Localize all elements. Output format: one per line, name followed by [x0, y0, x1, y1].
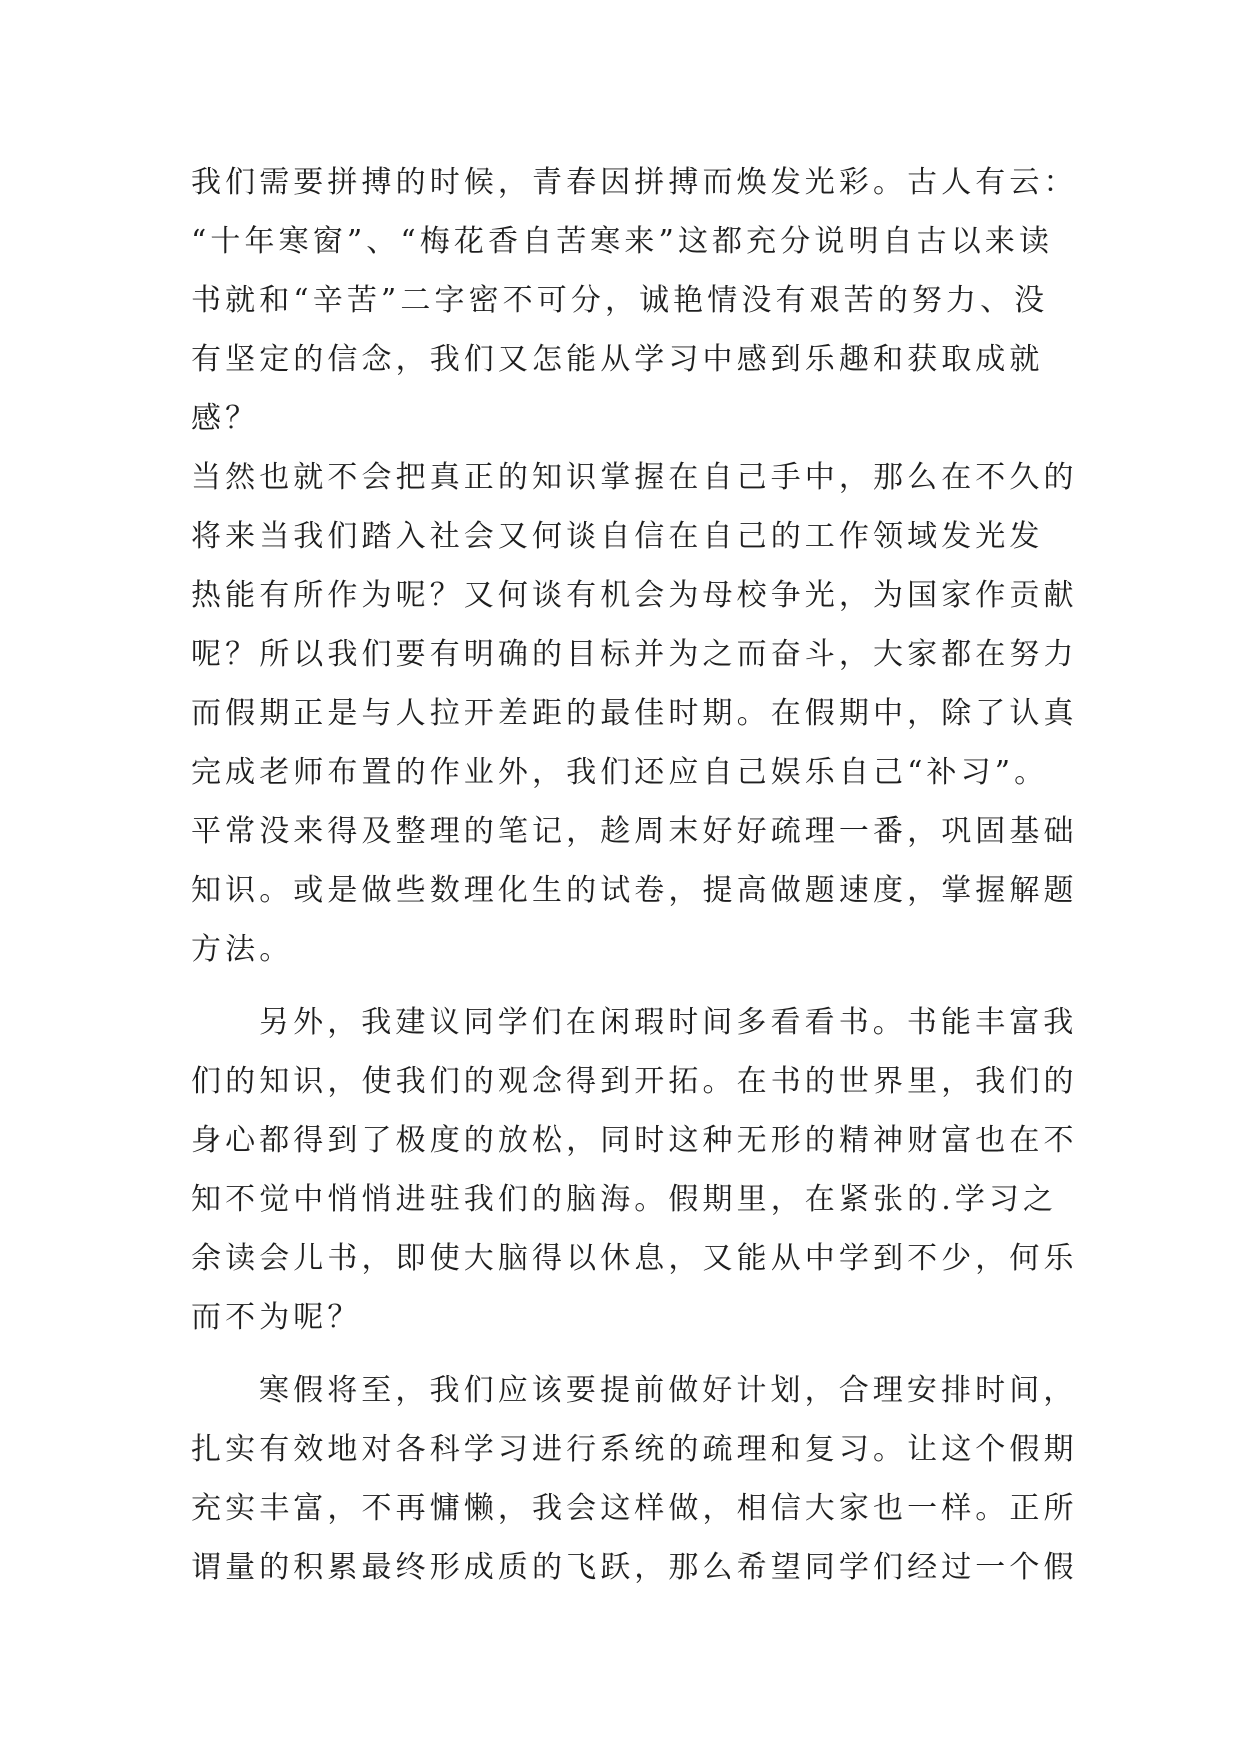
text-line: 而不为呢？ — [191, 1300, 362, 1335]
text-line: 谓量的积累最终形成质的飞跃，那么希望同学们经过一个假 — [191, 1550, 1078, 1585]
text-line: 知不觉中悄悄进驻我们的脑海。假期里，在紧张的.学习之 — [191, 1182, 1058, 1217]
paragraph-1 — [191, 153, 1078, 448]
text-line: 有坚定的信念，我们又怎能从学习中感到乐趣和获取成就 — [191, 342, 1044, 377]
text-line: 余读会儿书，即使大脑得以休息，又能从中学到不少，何乐 — [191, 1241, 1078, 1276]
text-line: 平常没来得及整理的笔记，趁周末好好疏理一番，巩固基础 — [191, 814, 1078, 849]
text-line: “十年寒窗”、“梅花香自苦寒来”这都充分说明自古以来读 — [191, 224, 1054, 259]
text-line: 呢？所以我们要有明确的目标并为之而奋斗，大家都在努力 — [191, 637, 1078, 672]
text-line: 完成老师布置的作业外，我们还应自己娱乐自己“补习”。 — [191, 755, 1049, 790]
text-line: 知识。或是做些数理化生的试卷，提高做题速度，掌握解题 — [191, 873, 1078, 908]
document-body — [191, 153, 1078, 1597]
paragraph-2 — [191, 448, 1078, 979]
text-line: 当然也就不会把真正的知识掌握在自己手中，那么在不久的 — [191, 460, 1078, 495]
text-line: 寒假将至，我们应该要提前做好计划，合理安排时间， — [259, 1373, 1078, 1408]
text-line: 我们需要拼搏的时候，青春因拼搏而焕发光彩。古人有云： — [191, 165, 1078, 200]
paragraph-4 — [191, 1361, 1078, 1597]
text-line: 将来当我们踏入社会又何谈自信在自己的工作领域发光发 — [191, 519, 1044, 554]
paragraph-spacer — [191, 1347, 1051, 1361]
text-line: 扎实有效地对各科学习进行系统的疏理和复习。让这个假期 — [191, 1432, 1078, 1467]
text-line: 充实丰富，不再慵懒，我会这样做，相信大家也一样。正所 — [191, 1491, 1078, 1526]
text-line: 感？ — [191, 401, 260, 436]
text-line: 热能有所作为呢？又何谈有机会为母校争光，为国家作贡献 — [191, 578, 1078, 613]
text-line: 方法。 — [191, 932, 294, 967]
paragraph-spacer — [191, 979, 1051, 993]
text-line: 们的知识，使我们的观念得到开拓。在书的世界里，我们的 — [191, 1064, 1078, 1099]
text-line: 身心都得到了极度的放松，同时这种无形的精神财富也在不 — [191, 1123, 1078, 1158]
text-line: 另外，我建议同学们在闲瑕时间多看看书。书能丰富我 — [259, 1005, 1078, 1040]
text-line: 书就和“辛苦”二字密不可分，诚艳情没有艰苦的努力、没 — [191, 283, 1049, 318]
paragraph-3 — [191, 993, 1078, 1347]
text-line: 而假期正是与人拉开差距的最佳时期。在假期中，除了认真 — [191, 696, 1078, 731]
